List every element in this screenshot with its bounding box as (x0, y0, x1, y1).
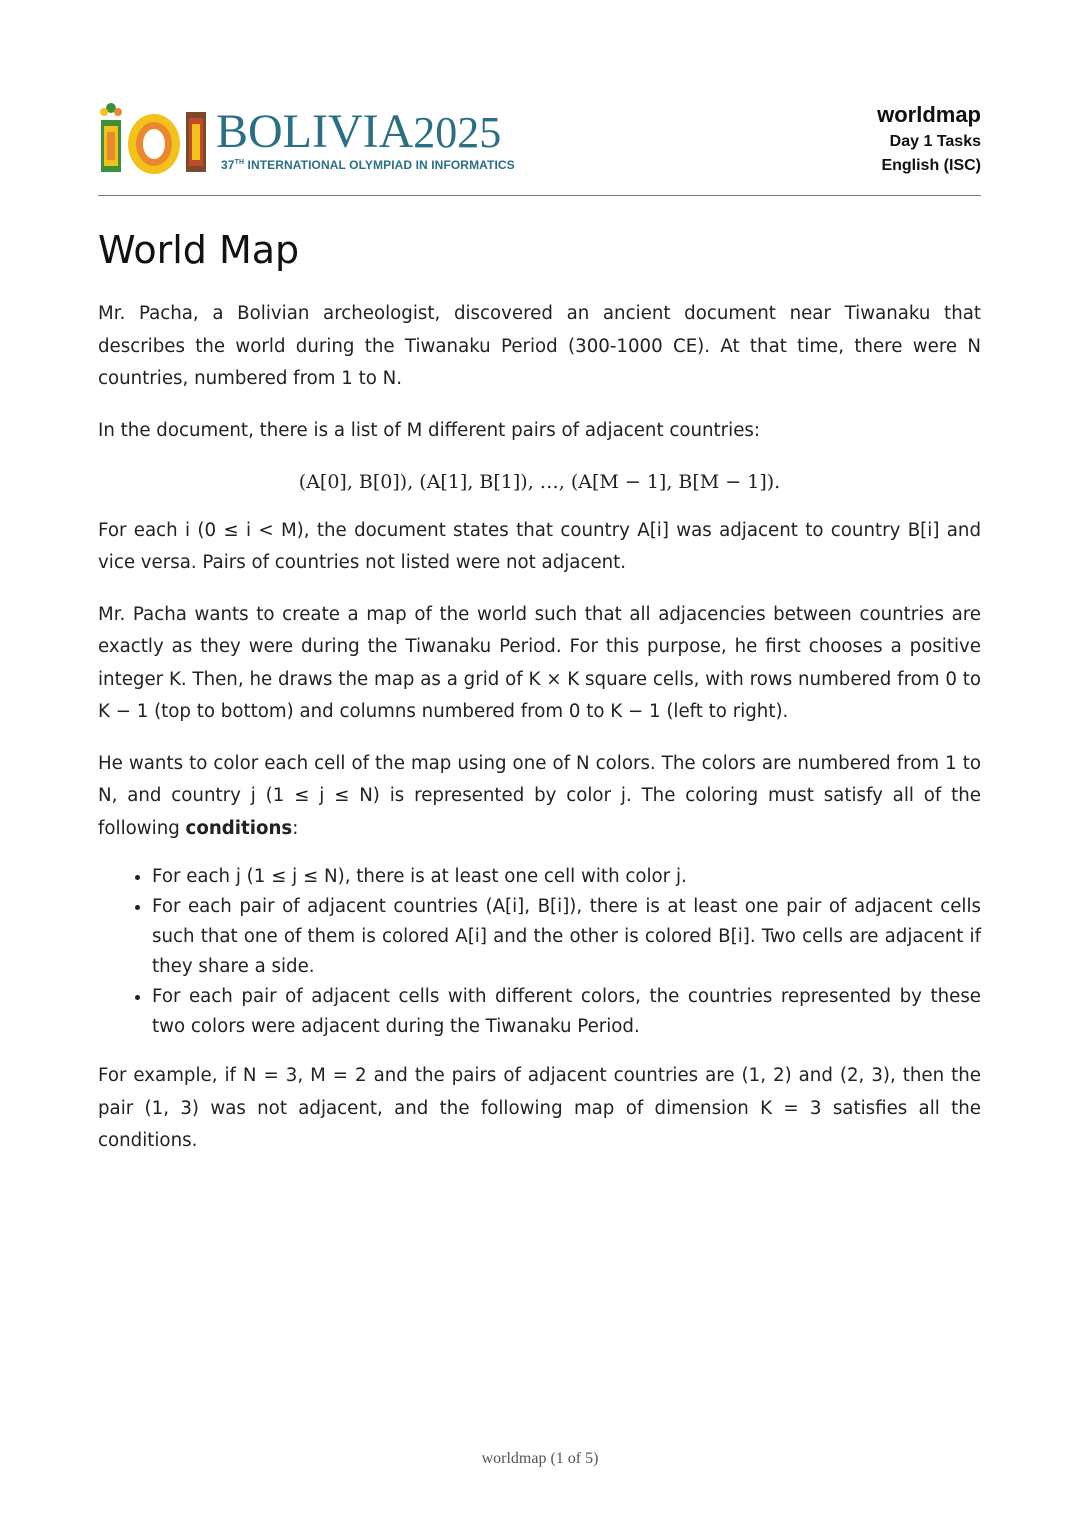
condition-item: • For each pair of adjacent countries (A[i], B[i]), there is at least one pair of adjacent cells such that one of them is colored A[i] and the other is colored B[i]. Two cells are adjacent if they share a side. (152, 892, 981, 982)
pairs-formula: (A[0], B[0]), (A[1], B[1]), …, (A[M − 1], B[M − 1]). (298, 471, 781, 493)
page-footer: worldmap (1 of 5) (481, 1450, 599, 1467)
task-language: English (ISC) (881, 157, 981, 174)
task-day: Day 1 Tasks (889, 133, 981, 150)
conditions-list (98, 862, 981, 1042)
problem-statement (98, 298, 981, 1177)
paragraph-coloring: He wants to color each cell of the map using one of N colors. The colors are numbered from 1 to N, and country j (1 ≤ j ≤ N) is represented by color j. The coloring must satisfy all of the following conditions: (98, 752, 981, 839)
paragraph-adjacency: For each i (0 ≤ i < M), the document states that country A[i] was adjacent to country B[i] and vice versa. Pairs of countries not listed were not adjacent. (98, 519, 981, 573)
logo-subtitle: 37TH INTERNATIONAL OLYMPIAD IN INFORMATICS (221, 158, 515, 172)
paragraph-pairs: In the document, there is a list of M different pairs of adjacent countries: (98, 419, 761, 441)
task-info (877, 100, 981, 178)
task-name: worldmap (877, 102, 981, 127)
paragraph-intro: Mr. Pacha, a Bolivian archeologist, discovered an ancient document near Tiwanaku that describes the world during the Tiwanaku Period (300-1000 CE). At that time, there were N countries, numbered from 1 to N. (98, 303, 981, 389)
paragraph-example: For example, if N = 3, M = 2 and the pairs of adjacent countries are (1, 2) and (2, 3), then the pair (1, 3) was not adjacent, and the following map of dimension K = 3 satisfies all the conditions. (98, 1065, 981, 1151)
ioi-logo (98, 98, 528, 178)
page-header (98, 98, 981, 196)
page-title: World Map (98, 228, 300, 272)
paragraph-grid: Mr. Pacha wants to create a map of the world such that all adjacencies between countries are exactly as they were during the Tiwanaku Period. For this purpose, he first chooses a positive integer K. Then, he draws the map as a grid of K × K square cells, with rows numbered from 0 to K − 1 (top to bottom) and columns numbered from 0 to K − 1 (left to right). (98, 603, 981, 722)
logo-wordmark: BOLIVIA2025 (216, 105, 502, 158)
ioi-emblem-icon (98, 98, 210, 178)
condition-item: • For each j (1 ≤ j ≤ N), there is at least one cell with color j. (152, 862, 981, 892)
condition-item: • For each pair of adjacent cells with different colors, the countries represented by these two colors were adjacent during the Tiwanaku Period. (152, 982, 981, 1042)
